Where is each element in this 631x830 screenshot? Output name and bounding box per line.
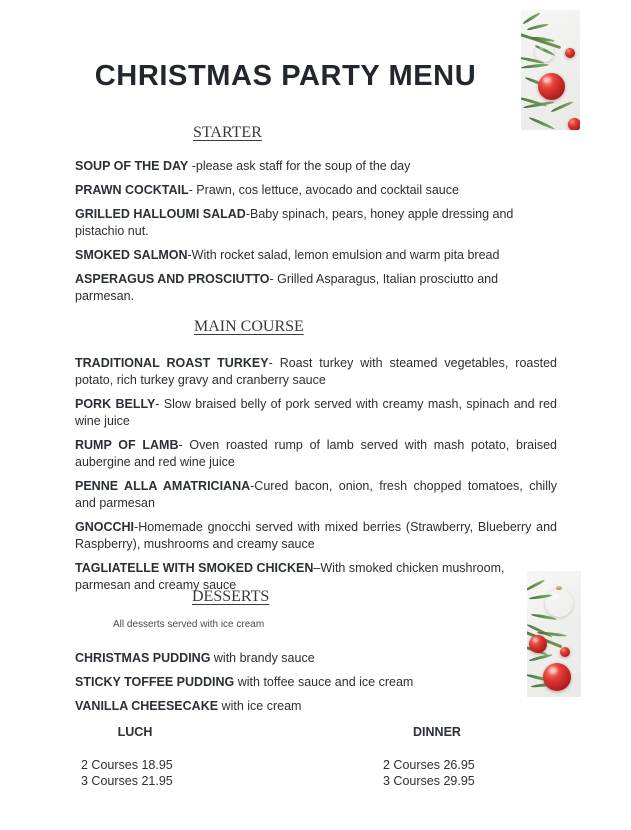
red-bauble-tiny [560, 647, 570, 657]
menu-item [75, 519, 557, 553]
dessert-items [75, 650, 557, 722]
pricing-lunch-line: 2 Courses 18.95 [81, 758, 173, 772]
menu-item [75, 271, 557, 305]
menu-item-name: PENNE ALLA AMATRICIANA [75, 479, 251, 493]
menu-item-description: - Oven roasted rump of lamb served with mash potato, braised aubergine and red wine juice [75, 438, 557, 469]
section-heading-starter: STARTER [193, 124, 262, 141]
menu-item-description: - Prawn, cos lettuce, avocado and cocktail sauce [188, 183, 459, 197]
menu-item-name: VANILLA CHEESECAKE [75, 699, 219, 713]
menu-item [75, 206, 557, 240]
page-title: CHRISTMAS PARTY MENU [94, 60, 477, 92]
menu-item-description: -please ask staff for the soup of the day [188, 159, 411, 173]
menu-item-name: RUMP OF LAMB [75, 438, 179, 452]
section-heading-desserts: DESSERTS [192, 588, 270, 605]
menu-item-name: CHRISTMAS PUDDING [75, 651, 211, 665]
menu-item-name: TRADITIONAL ROAST TURKEY [75, 356, 269, 370]
pricing-lunch-line: 3 Courses 21.95 [81, 774, 173, 788]
pricing-dinner [383, 724, 491, 789]
menu-item [75, 698, 557, 715]
red-bauble-small [565, 48, 575, 58]
bauble-cap [556, 586, 563, 590]
menu-item-description: with ice cream [218, 699, 302, 713]
pricing-dinner-heading: DINNER [413, 725, 461, 739]
main-course-items [75, 355, 557, 601]
menu-item [75, 650, 557, 667]
menu-item-name: GNOCCHI [75, 520, 135, 534]
desserts-note: All desserts served with ice cream [113, 619, 265, 630]
menu-item-name: SMOKED SALMON [75, 248, 188, 262]
menu-item [75, 674, 557, 691]
menu-item [75, 560, 557, 594]
menu-item-description: with toffee sauce and ice cream [234, 675, 414, 689]
menu-item-description: with brandy sauce [210, 651, 315, 665]
menu-item [75, 182, 557, 199]
menu-item-description: -Homemade gnocchi served with mixed berries (Strawberry, Blueberry and Raspberry), mushrooms and creamy sauce [75, 520, 557, 551]
bauble-highlight [551, 593, 559, 599]
pricing-dinner-line: 3 Courses 29.95 [383, 774, 475, 788]
bauble-highlight [539, 46, 545, 50]
menu-item [75, 355, 557, 389]
starter-items [75, 158, 557, 312]
menu-item-name: TAGLIATELLE WITH SMOKED CHICKEN [75, 561, 314, 575]
section-heading-main-course: MAIN COURSE [194, 318, 304, 335]
menu-item-name: GRILLED HALLOUMI SALAD [75, 207, 246, 221]
menu-item [75, 396, 557, 430]
red-bauble-edge [568, 118, 580, 130]
menu-item-description: - Grilled Asparagus, Italian prosciutto and parmesan. [75, 272, 499, 303]
menu-item-description: -Baby spinach, pears, honey apple dressing and pistachio nut. [75, 207, 514, 238]
bauble-highlight [533, 638, 538, 642]
pricing-lunch [81, 724, 189, 789]
menu-item-name: ASPERAGUS AND PROSCIUTTO [75, 272, 270, 286]
menu-item-name: STICKY TOFFEE PUDDING [75, 675, 235, 689]
pricing-dinner-line: 2 Courses 26.95 [383, 758, 475, 772]
menu-item-description: -Cured bacon, onion, fresh chopped tomatoes, chilly and parmesan [75, 479, 557, 510]
menu-item-description: -With rocket salad, lemon emulsion and warm pita bread [187, 248, 500, 262]
menu-item-description: - Slow braised belly of pork served with creamy mash, spinach and red wine juice [75, 397, 557, 428]
menu-item-description: - Roast turkey with steamed vegetables, roasted potato, rich turkey gravy and cranberry sauce [75, 356, 557, 387]
menu-item-name: PRAWN COCKTAIL [75, 183, 189, 197]
menu-item [75, 158, 557, 175]
menu-item-name: SOUP OF THE DAY [75, 159, 189, 173]
menu-item [75, 478, 557, 512]
menu-item-description: –With smoked chicken mushroom, parmesan and creamy sauce [75, 561, 505, 592]
menu-item [75, 247, 557, 264]
gold-bauble [545, 589, 573, 617]
pricing-lunch-heading: LUCH [117, 725, 153, 739]
menu-item [75, 437, 557, 471]
menu-item-name: PORK BELLY [75, 397, 156, 411]
